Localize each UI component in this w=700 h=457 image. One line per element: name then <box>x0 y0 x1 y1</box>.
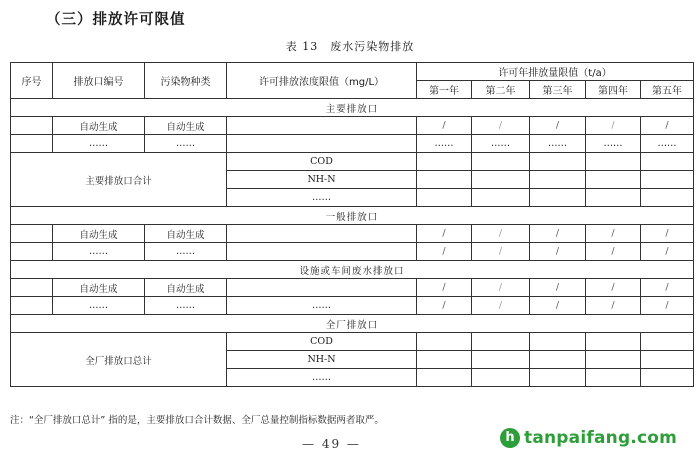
dots-cell: …… <box>53 243 145 261</box>
year-cell: / <box>641 225 694 243</box>
year-cell: / <box>641 297 694 315</box>
cod-label: COD <box>227 153 417 171</box>
year-cell: / <box>530 243 586 261</box>
outlet-id-cell: 自动生成 <box>53 279 145 297</box>
year-cell: / <box>530 297 586 315</box>
nh-label: NH-N <box>227 171 417 189</box>
dots-cell: …… <box>417 135 472 153</box>
header-year-3: 第三年 <box>530 81 586 99</box>
year-cell: / <box>417 279 472 297</box>
dots-cell: …… <box>53 297 145 315</box>
year-cell: / <box>472 225 530 243</box>
header-year-5: 第五年 <box>641 81 694 99</box>
dots-cell: …… <box>586 135 641 153</box>
table-row <box>11 243 694 261</box>
section-plant-outlet: 全厂排放口 <box>11 315 694 333</box>
outlet-id-cell: 自动生成 <box>53 225 145 243</box>
year-cell: / <box>472 243 530 261</box>
header-outlet-id: 排放口编号 <box>53 63 145 99</box>
watermark-text: tanpaifang.com <box>524 428 678 448</box>
main-outlet-subtotal-label: 主要排放口合计 <box>11 153 227 207</box>
year-cell: / <box>417 225 472 243</box>
dots-cell: …… <box>227 189 417 207</box>
dots-cell: …… <box>145 135 227 153</box>
year-cell: / <box>586 225 641 243</box>
year-cell: / <box>472 117 530 135</box>
year-cell: / <box>472 297 530 315</box>
watermark <box>500 426 677 450</box>
year-cell: / <box>530 279 586 297</box>
year-cell: / <box>641 117 694 135</box>
dots-cell: …… <box>145 297 227 315</box>
year-cell: / <box>417 117 472 135</box>
table-row <box>11 225 694 243</box>
header-year-4: 第四年 <box>586 81 641 99</box>
table-row <box>11 135 694 153</box>
table-row <box>11 117 694 135</box>
section-title: （三）排放许可限值 <box>46 12 186 28</box>
watermark-logo-icon: h <box>500 428 520 448</box>
dots-cell: …… <box>227 369 417 387</box>
header-annual-limit: 许可年排放量限值（t/a） <box>417 63 694 81</box>
dots-cell: …… <box>472 135 530 153</box>
header-pollutant: 污染物种类 <box>145 63 227 99</box>
year-cell: / <box>586 297 641 315</box>
year-cell: / <box>586 279 641 297</box>
page-number: — 49 — <box>302 437 361 451</box>
section-general-outlet: 一般排放口 <box>11 207 694 225</box>
plant-outlet-total-label: 全厂排放口总计 <box>11 333 227 387</box>
header-year-1: 第一年 <box>417 81 472 99</box>
year-cell: / <box>472 279 530 297</box>
pollutant-cell: 自动生成 <box>145 117 227 135</box>
nh-label: NH-N <box>227 351 417 369</box>
header-seq: 序号 <box>11 63 53 99</box>
dots-cell: …… <box>53 135 145 153</box>
year-cell: / <box>586 243 641 261</box>
year-cell: / <box>530 225 586 243</box>
dots-cell: …… <box>641 135 694 153</box>
wastewater-emission-table <box>10 62 694 387</box>
table-caption: 表 13 废水污染物排放 <box>285 40 415 53</box>
dots-cell: …… <box>145 243 227 261</box>
outlet-id-cell: 自动生成 <box>53 117 145 135</box>
year-cell: / <box>641 243 694 261</box>
dots-cell: …… <box>530 135 586 153</box>
year-cell: / <box>530 117 586 135</box>
header-year-2: 第二年 <box>472 81 530 99</box>
cod-label: COD <box>227 333 417 351</box>
pollutant-cell: 自动生成 <box>145 225 227 243</box>
table-note: 注：“全厂排放口总计” 指的是，主要排放口合计数据、全厂总量控制指标数据两者取严。 <box>10 415 384 426</box>
year-cell: / <box>417 297 472 315</box>
pollutant-cell: 自动生成 <box>145 279 227 297</box>
section-main-outlet: 主要排放口 <box>11 99 694 117</box>
table-row <box>11 279 694 297</box>
table-row <box>11 297 694 315</box>
section-facility-outlet: 设施或车间废水排放口 <box>11 261 694 279</box>
year-cell: / <box>417 243 472 261</box>
dots-cell: …… <box>227 297 417 315</box>
header-concentration-limit: 许可排放浓度限值（mg/L） <box>227 63 417 99</box>
year-cell: / <box>586 117 641 135</box>
year-cell: / <box>641 279 694 297</box>
